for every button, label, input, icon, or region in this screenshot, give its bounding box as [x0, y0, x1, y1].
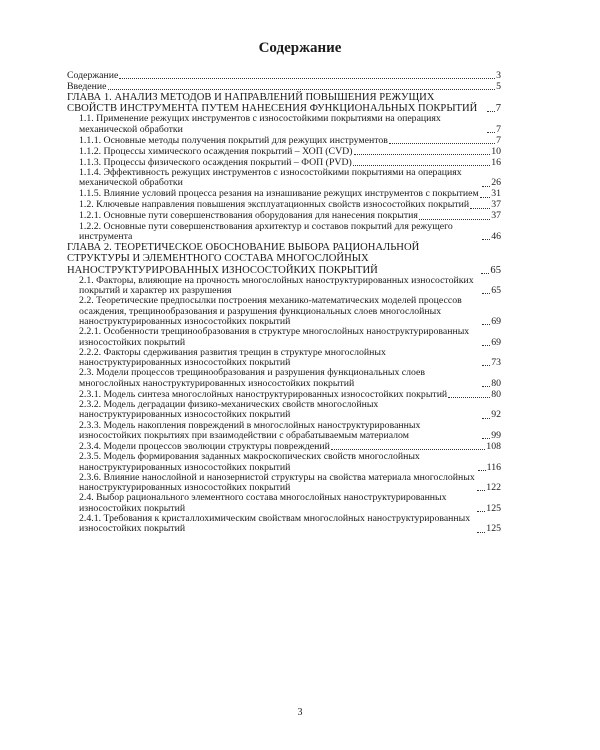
toc-leader-dots: [482, 430, 490, 439]
toc-entry-page: 5: [496, 80, 501, 92]
toc-entry: [67, 168, 501, 189]
toc-entry-title: 2.2.1. Особенности трещинообразования в структуре многослойных наноструктурированных износостойких покрытий: [79, 326, 470, 348]
toc-entry-page: 69: [491, 315, 501, 327]
toc-entry-title: Содержание: [67, 69, 119, 81]
toc-entry-title: Введение: [67, 80, 107, 92]
toc-entry: [67, 211, 501, 222]
page-number: 3: [297, 707, 303, 718]
toc-leader-dots: [419, 211, 490, 220]
toc-leader-dots: [331, 441, 485, 450]
toc-entry: [67, 368, 501, 389]
toc-entry: [67, 242, 501, 276]
toc-entry-page: 3: [496, 69, 501, 81]
toc-entry-title: 2.3.3. Модель накопления повреждений в многослойных наноструктурированных износостойких покрытиях при взаимодействии с обрабатываемым материалом: [79, 419, 421, 441]
toc-entry-page: 125: [486, 523, 501, 535]
toc-entry: [67, 200, 501, 211]
toc-entry-title: ГЛАВА 2. ТЕОРЕТИЧЕСКОЕ ОБОСНОВАНИЕ ВЫБОРА РАЦИОНАЛЬНОЙ СТРУКТУРЫ И ЭЛЕМЕНТНОГО СОСТАВА МНОГОСЛОЙНЫХ НАНОСТРУКТУРИРОВАННЫХ ИЗНОСОСТОЙКИХ ПОКРЫТИЙ: [67, 242, 420, 276]
toc-entry: [67, 135, 501, 146]
toc-entry-page: 116: [486, 461, 501, 473]
toc-entry-page: 37: [491, 210, 501, 222]
toc-entry: [67, 514, 501, 535]
toc-leader-dots: [477, 524, 485, 533]
toc-entry-page: 26: [491, 177, 501, 189]
toc-entry-title: 1.1. Применение режущих инструментов с износостойкими покрытиями на операциях механической обработки: [79, 113, 441, 135]
toc-leader-dots: [477, 503, 485, 512]
toc-leader-dots: [119, 70, 495, 79]
table-of-contents: [67, 70, 501, 535]
toc-entry-title: 1.2.1. Основные пути совершенствования оборудования для нанесения покрытия: [79, 210, 418, 222]
toc-entry: [67, 473, 501, 494]
toc-entry-title: 1.1.1. Основные методы получения покрытий для режущих инструментов: [79, 134, 388, 146]
toc-entry-title: 2.3.6. Влияние нанослойной и нанозернистой структуры на свойства материала многослойных наноструктурированных износостойких покрытий: [79, 471, 475, 494]
toc-leader-dots: [389, 135, 495, 144]
toc-entry-page: 69: [491, 336, 501, 348]
toc-leader-dots: [481, 265, 489, 274]
toc-entry: [67, 222, 501, 243]
toc-entry: [67, 276, 501, 297]
toc-entry-title: 2.2. Теоретические предпосылки построения механико-математических моделей процессов осаждения, трещинообразования и разрушения функциональных слоев многослойных наноструктурированных износостойких покрытий: [79, 295, 462, 327]
toc-entry-title: 2.1. Факторы, влияющие на прочность многослойных наноструктурированных износостойких покрытий и характер их разрушения: [79, 274, 474, 297]
toc-entry-title: 1.2. Ключевые направления повышения эксплуатационных свойств износостойких покрытий: [79, 199, 470, 211]
toc-leader-dots: [448, 389, 490, 398]
toc-entry: [67, 81, 501, 92]
toc-entry: [67, 452, 501, 473]
toc-entry-page: 7: [496, 134, 501, 146]
toc-entry-title: 1.1.4. Эффективность режущих инструментов с износостойкими покрытиями на операциях механической обработки: [79, 167, 462, 189]
toc-entry-title: 2.3.1. Модель синтеза многослойных наноструктурированных износостойких покрытий: [79, 388, 448, 400]
toc-entry-page: 65: [491, 285, 501, 297]
toc-entry-page: 46: [491, 230, 501, 242]
toc-leader-dots: [482, 178, 490, 187]
toc-leader-dots: [487, 103, 495, 112]
toc-leader-dots: [477, 482, 485, 491]
toc-leader-dots: [353, 157, 490, 166]
toc-entry-page: 80: [491, 388, 501, 400]
toc-leader-dots: [487, 124, 495, 133]
toc-entry-title: 1.1.3. Процессы физического осаждения покрытий – ФОП (PVD): [79, 156, 352, 168]
toc-leader-dots: [482, 285, 490, 294]
toc-entry-title: 1.1.2. Процессы химического осаждения покрытий – ХОП (CVD): [79, 145, 353, 157]
toc-leader-dots: [108, 81, 496, 90]
toc-entry-page: 125: [486, 502, 501, 514]
toc-entry-page: 92: [491, 409, 501, 421]
toc-entry-page: 31: [491, 188, 501, 200]
toc-entry: [67, 421, 501, 442]
toc-entry: [67, 327, 501, 348]
toc-entry-page: 7: [495, 103, 501, 115]
toc-entry-title: ГЛАВА 1. АНАЛИЗ МЕТОДОВ И НАПРАВЛЕНИЙ ПОВЫШЕНИЯ РЕЖУЩИХ СВОЙСТВ ИНСТРУМЕНТА ПУТЕМ НАНЕСЕНИЯ ФУНКЦИОНАЛЬНЫХ ПОКРЫТИЙ: [67, 92, 478, 115]
toc-leader-dots: [470, 200, 490, 209]
toc-leader-dots: [480, 189, 490, 198]
toc-leader-dots: [482, 316, 490, 325]
toc-entry-page: 99: [491, 429, 501, 441]
toc-leader-dots: [482, 337, 490, 346]
toc-entry: [67, 114, 501, 135]
toc-entry-page: 10: [491, 145, 501, 157]
toc-entry-title: 1.1.5. Влияние условий процесса резания на изнашивание режущих инструментов с покрытием: [79, 188, 479, 200]
page-title: Содержание: [258, 40, 342, 56]
toc-entry-title: 2.3.2. Модель деградации физико-механических свойств многослойных наноструктурированных износостойких покрытий: [79, 399, 379, 421]
toc-entry-page: 73: [491, 357, 501, 369]
toc-leader-dots: [482, 357, 490, 366]
toc-entry: [67, 70, 501, 81]
toc-leader-dots: [482, 410, 490, 419]
toc-entry: [67, 189, 501, 200]
toc-entry: [67, 296, 501, 327]
toc-entry-page: 122: [486, 482, 501, 494]
toc-entry: [67, 400, 501, 421]
toc-leader-dots: [482, 378, 490, 387]
toc-leader-dots: [354, 146, 491, 155]
toc-entry-page: 16: [491, 156, 501, 168]
toc-entry-page: 65: [490, 264, 501, 276]
toc-entry-title: 2.4. Выбор рационального элементного состава многослойных наноструктурированных износостойких покрытий: [79, 492, 447, 514]
toc-leader-dots: [482, 231, 490, 240]
toc-entry-page: 108: [486, 440, 501, 452]
toc-entry-title: 2.3.5. Модель формирования заданных макроскопических свойств многослойных наноструктурированных износостойких покрытий: [79, 451, 420, 473]
toc-entry: [67, 493, 501, 514]
toc-entry: [67, 92, 501, 114]
toc-leader-dots: [478, 462, 486, 471]
toc-entry-page: 80: [491, 377, 501, 389]
toc-entry-page: 37: [491, 199, 501, 211]
toc-entry: [67, 348, 501, 369]
toc-entry: [67, 146, 501, 157]
toc-entry-title: 2.2.2. Факторы сдерживания развития трещин в структуре многослойных наноструктурированных износостойких покрытий: [79, 346, 386, 369]
toc-entry-title: 2.3.4. Модели процессов эволюции структуры повреждений: [79, 440, 330, 452]
toc-entry-title: 1.2.2. Основные пути совершенствования архитектур и составов покрытий для режущего инструмента: [79, 220, 453, 242]
toc-entry-page: 7: [496, 123, 501, 135]
toc-entry-title: 2.4.1. Требования к кристаллохимическим свойствам многослойных наноструктурированных износостойких покрытий: [79, 513, 471, 535]
toc-entry-title: 2.3. Модели процессов трещинообразования и разрушения функциональных слоев многослойных наноструктурированных износостойких покрытий: [79, 367, 426, 389]
